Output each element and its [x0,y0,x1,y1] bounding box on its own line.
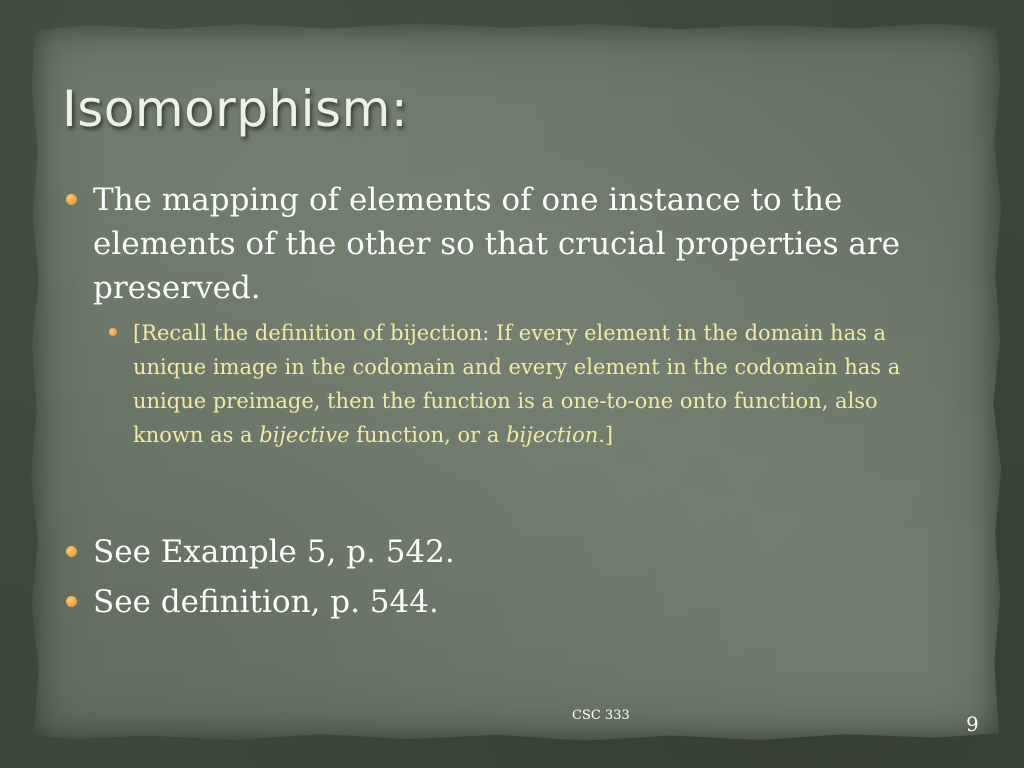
bullet-text: See Example 5, p. 542. [93,534,455,570]
bullet-item [64,530,964,574]
sub-bullet-icon [109,328,117,336]
sub-bullet-text-part1: [Recall the definition of bijection: If every element in the domain has a unique image in the codomain and every element in the codomain has a unique preimage, then the function is a one-to-one onto function, also known as a [133,321,901,447]
bullet-text: See definition, p. 544. [93,584,439,620]
sub-bullet-text-part2: function, or a [349,423,507,447]
bullet-icon [66,596,77,607]
bullet-icon [66,546,77,557]
page-number: 9 [966,712,979,736]
bullet-icon [66,194,77,205]
sub-bullet-emphasis-bijective: bijective [259,423,350,447]
bullet-text: The mapping of elements of one instance to the elements of the other so that crucial properties are preserved. [93,182,901,306]
slide-title: Isomorphism: [62,80,409,138]
slide-content [64,178,964,624]
bullet-item [64,580,964,624]
sub-bullet-text-part3: .] [598,423,614,447]
bullet-item [64,178,964,310]
footer-course-label: CSC 333 [572,708,630,723]
sub-bullet-item [104,316,953,452]
spacer [64,452,964,530]
sub-bullet-emphasis-bijection: bijection [506,423,599,447]
